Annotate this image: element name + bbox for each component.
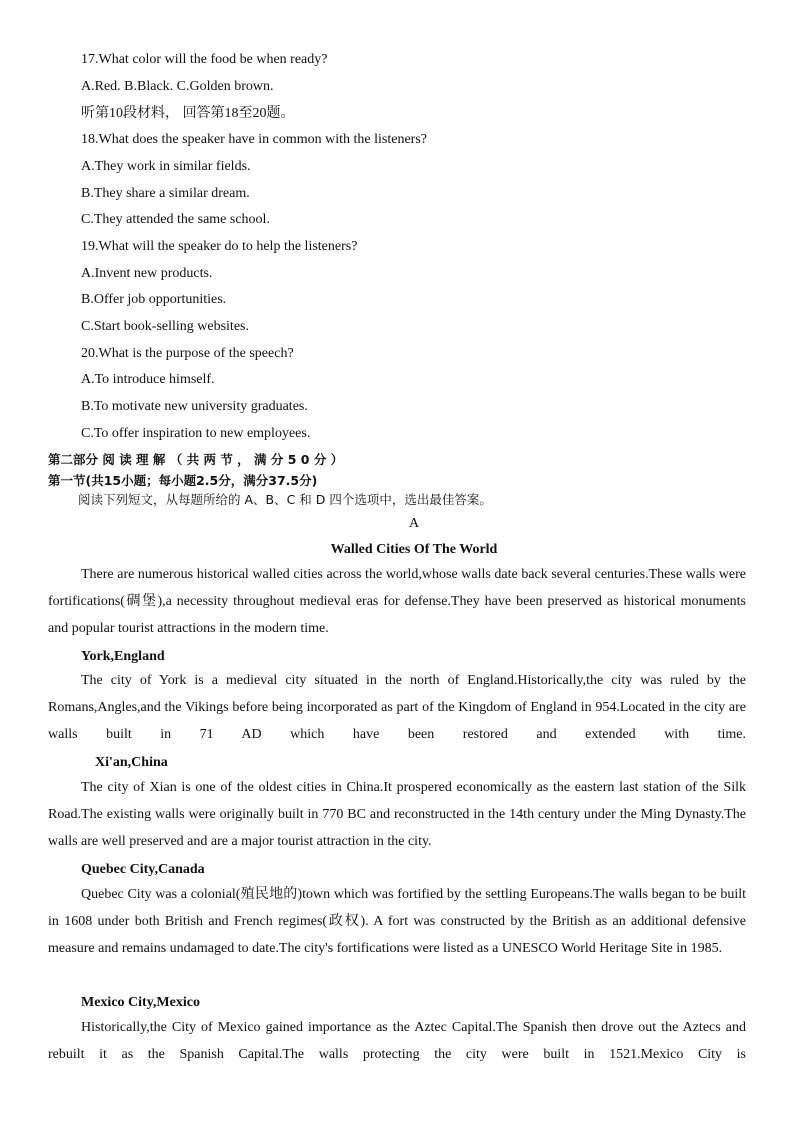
xian-text: The city of Xian is one of the oldest cities in China.It prospered economically as the eastern last station of the Silk Road.The existing walls were originally built in 770 BC and reconstructed in the 14th century under the Ming Dynasty.The walls are well preserved and are a major tourist attraction in the city. [48,780,746,849]
q18-option-b: B.They share a similar dream. [81,186,250,201]
part-heading: 第二部分 阅 读 理 解 （ 共 两 节 ， 满 分 5 0 分 ） [48,452,344,467]
q20-option-a: A.To introduce himself. [81,372,215,387]
city-heading-quebec: Quebec City,Canada [81,862,205,877]
passage-title: Walled Cities Of The World [330,542,498,557]
q19-option-c: C.Start book-selling websites. [81,319,249,334]
york-text: The city of York is a medieval city situated in the north of England.Historically,the city was ruled by the Romans,Angles,and the Vikings before being incorporated as part of the Kingdom of England in 954.Located in the city are walls built in 71 AD which have been restored and extended with time. [48,673,746,742]
intro-text: There are numerous historical walled cities across the world,whose walls date back several centuries.These walls were fortifications(碉堡),a necessity throughout medieval eras for defense.They have been preserved as historical monuments and popular tourist attractions in the modern time. [48,567,746,636]
q18-option-a: A.They work in similar fields. [81,159,251,174]
q17-options: A.Red. B.Black. C.Golden brown. [81,79,274,94]
q19-option-b: B.Offer job opportunities. [81,292,227,307]
city-heading-york: York,England [81,649,165,664]
q17-question: 17.What color will the food be when ready? [81,52,328,67]
q18-option-c: C.They attended the same school. [81,212,270,227]
q19-question: 19.What will the speaker do to help the listeners? [81,239,358,254]
q20-option-c: C.To offer inspiration to new employees. [81,426,311,441]
xian-paragraph [48,775,746,855]
quebec-paragraph [48,882,746,962]
city-heading-mexico: Mexico City,Mexico [81,995,200,1010]
q18-question: 18.What does the speaker have in common with the listeners? [81,132,428,147]
section-heading: 第一节(共15小题；每小题2.5分，满分37.5分) [48,473,318,488]
passage-letter: A [408,516,420,531]
q20-question: 20.What is the purpose of the speech? [81,346,294,361]
q19-option-a: A.Invent new products. [81,266,213,281]
reading-instruction: 阅读下列短文，从每题所给的 A、B、C 和 D 四个选项中，选出最佳答案。 [78,492,492,507]
q20-option-b: B.To motivate new university graduates. [81,399,308,414]
york-paragraph [48,668,746,748]
mexico-paragraph [48,1015,746,1069]
intro-paragraph [48,562,746,642]
quebec-text: Quebec City was a colonial(殖民地的)town which was fortified by the settling Europeans.The walls began to be built in 1608 under both British and French regimes(政权). A fort was constructed by the British as an additional defensive measure and remains undamaged to date.The city's fortifications were listed as a UNESCO World Heritage Site in 1985. [48,887,746,956]
city-heading-xian: Xi'an,China [95,755,168,770]
mexico-text: Historically,the City of Mexico gained importance as the Aztec Capital.The Spanish then drove out the Aztecs and rebuilt it as the Spanish Capital.The walls protecting the city were built in 1521.Mexico City is [48,1020,746,1062]
section10-label: 听第10段材料， 回答第18至20题。 [81,106,295,121]
